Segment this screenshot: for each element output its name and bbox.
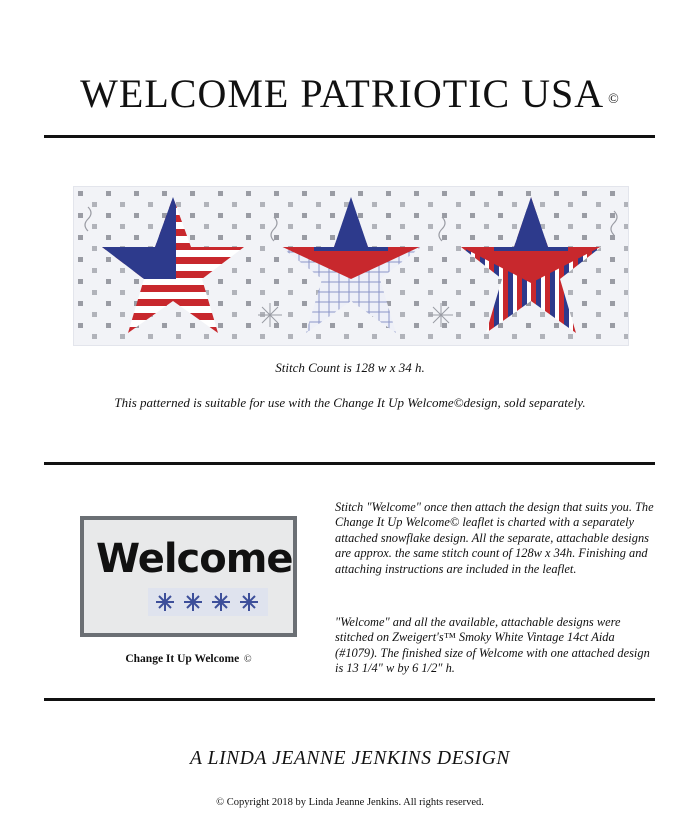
description-paragraph-2: "Welcome" and all the available, attachable designs were stitched on Zweigert's™ Smoky White Vintage 14ct Aida (#1079). The finished size of Welcome with one attached design is 13 1/4" w by 6 1/2" h. bbox=[335, 615, 650, 676]
suitability-note: This patterned is suitable for use with the Change It Up Welcome©design, sold separately. bbox=[114, 395, 586, 410]
stitch-count: Stitch Count is 128 w x 34 h. bbox=[275, 360, 425, 375]
top-divider bbox=[44, 135, 655, 138]
page-title bbox=[0, 70, 700, 124]
photo-caption bbox=[80, 653, 297, 665]
photo-welcome-word: Welcome bbox=[96, 536, 293, 582]
star-pattern-preview bbox=[73, 186, 629, 346]
title-text: WELCOME PATRIOTIC USA bbox=[80, 71, 605, 116]
middle-divider bbox=[44, 462, 655, 465]
photo-caption-symbol: © bbox=[244, 654, 252, 665]
product-photo bbox=[80, 516, 297, 637]
bottom-divider bbox=[44, 698, 655, 701]
snowflake-band bbox=[148, 588, 268, 616]
description-paragraph-1: Stitch "Welcome" once then attach the design that suits you. The Change It Up Welcome© leaflet is charted with a separately attached snowflake design. All the separate, attachable designs are approx. the same stitch count of 128w x 34h. Finishing and attaching instructions are included in the leaflet. bbox=[335, 500, 654, 576]
photo-caption-text: Change It Up Welcome bbox=[125, 653, 240, 665]
copyright-notice: © Copyright 2018 by Linda Jeanne Jenkins. All rights reserved. bbox=[216, 797, 484, 808]
designer-credit: A LINDA JEANNE JENKINS DESIGN bbox=[189, 748, 510, 769]
title-copyright-symbol: © bbox=[608, 92, 620, 107]
